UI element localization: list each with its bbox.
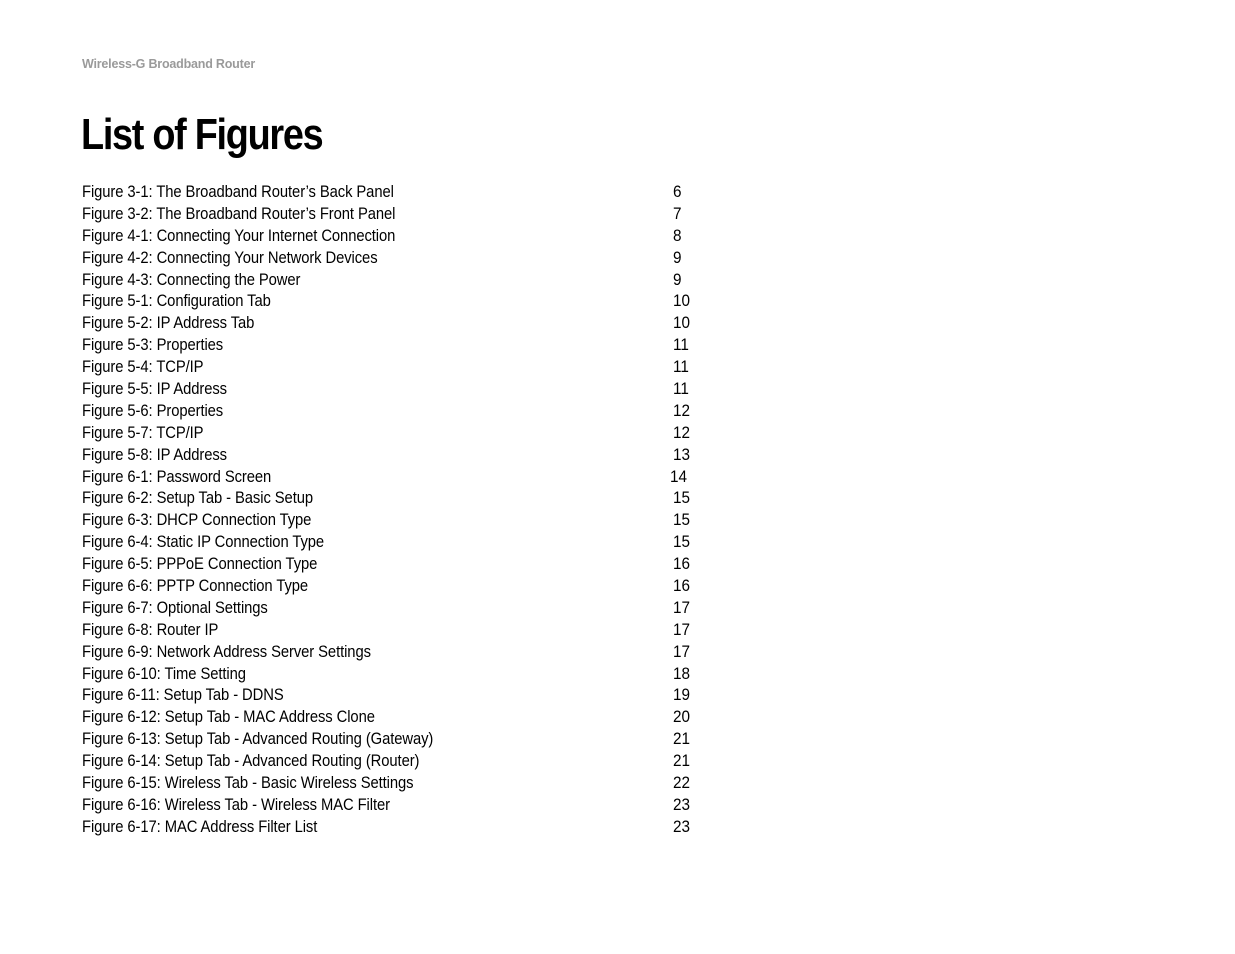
figure-page-number: 12 [673, 422, 691, 442]
list-item [82, 312, 722, 334]
figure-caption: Figure 4-1: Connecting Your Internet Connection [82, 225, 396, 245]
figure-page-number: 10 [673, 313, 691, 333]
figure-page-number: 12 [673, 400, 691, 420]
list-item [82, 378, 722, 400]
list-item [82, 531, 722, 553]
figure-page-number: 23 [673, 794, 691, 814]
list-item [82, 772, 722, 794]
figure-page-number: 20 [673, 707, 691, 727]
list-item [82, 575, 722, 597]
list-item [82, 663, 722, 685]
list-item [82, 509, 722, 531]
running-header: Wireless-G Broadband Router [82, 57, 255, 71]
figure-page-number: 11 [673, 379, 689, 399]
list-item [82, 466, 722, 488]
figure-caption: Figure 5-8: IP Address [82, 444, 227, 464]
figure-page-number: 15 [673, 510, 691, 530]
figure-caption: Figure 6-9: Network Address Server Settings [82, 641, 371, 661]
list-item [82, 553, 722, 575]
list-item [82, 684, 722, 706]
figure-page-number: 17 [673, 619, 691, 639]
figure-page-number: 10 [673, 291, 691, 311]
figure-page-number: 13 [673, 444, 691, 464]
figure-page-number: 21 [673, 751, 691, 771]
figure-caption: Figure 6-4: Static IP Connection Type [82, 532, 325, 552]
list-item [82, 290, 722, 312]
figure-caption: Figure 4-3: Connecting the Power [82, 269, 301, 289]
figure-page-number: 18 [673, 663, 691, 683]
figure-page-number: 15 [673, 488, 691, 508]
figure-caption: Figure 6-17: MAC Address Filter List [82, 816, 318, 836]
figure-caption: Figure 6-1: Password Screen [82, 466, 272, 486]
list-item [82, 356, 722, 378]
list-item [82, 247, 722, 269]
list-item [82, 400, 722, 422]
list-item [82, 597, 722, 619]
list-item [82, 619, 722, 641]
figure-page-number: 9 [673, 269, 682, 289]
figure-caption: Figure 6-3: DHCP Connection Type [82, 510, 312, 530]
figure-caption: Figure 6-5: PPPoE Connection Type [82, 554, 318, 574]
figure-caption: Figure 5-5: IP Address [82, 379, 227, 399]
figure-caption: Figure 6-8: Router IP [82, 619, 219, 639]
figure-page-number: 14 [670, 466, 688, 486]
figure-caption: Figure 6-12: Setup Tab - MAC Address Clone [82, 707, 375, 727]
figure-caption: Figure 5-6: Properties [82, 400, 224, 420]
figure-caption: Figure 5-2: IP Address Tab [82, 313, 255, 333]
figure-page-number: 21 [673, 729, 691, 749]
page-title: List of Figures [81, 110, 323, 159]
figure-caption: Figure 6-14: Setup Tab - Advanced Routing (Router) [82, 751, 420, 771]
figure-page-number: 7 [673, 203, 682, 223]
figure-caption: Figure 6-11: Setup Tab - DDNS [82, 685, 284, 705]
figure-caption: Figure 6-6: PPTP Connection Type [82, 576, 309, 596]
figure-page-number: 8 [673, 225, 682, 245]
list-item [82, 641, 722, 663]
figure-caption: Figure 6-10: Time Setting [82, 663, 246, 683]
figure-caption: Figure 6-2: Setup Tab - Basic Setup [82, 488, 313, 508]
figure-caption: Figure 5-7: TCP/IP [82, 422, 204, 442]
figure-caption: Figure 3-1: The Broadband Router’s Back Panel [82, 182, 394, 201]
figure-caption: Figure 5-3: Properties [82, 335, 224, 355]
figure-caption: Figure 6-15: Wireless Tab - Basic Wireless Settings [82, 773, 414, 793]
figure-list [82, 181, 722, 838]
figure-caption: Figure 6-7: Optional Settings [82, 597, 268, 617]
figure-page-number: 15 [673, 532, 691, 552]
figure-page-number: 22 [673, 773, 691, 793]
list-item [82, 422, 722, 444]
list-item [82, 816, 722, 838]
list-item [82, 444, 722, 466]
list-item [82, 794, 722, 816]
list-item [82, 269, 722, 291]
figure-page-number: 16 [673, 554, 691, 574]
list-item [82, 728, 722, 750]
figure-caption: Figure 3-2: The Broadband Router’s Front Panel [82, 203, 396, 223]
figure-caption: Figure 5-4: TCP/IP [82, 357, 204, 377]
list-item [82, 706, 722, 728]
list-item [82, 225, 722, 247]
figure-page-number: 6 [673, 182, 682, 201]
list-item [82, 203, 722, 225]
figure-page-number: 17 [673, 641, 691, 661]
figure-page-number: 9 [673, 247, 682, 267]
figure-caption: Figure 5-1: Configuration Tab [82, 291, 271, 311]
list-item [82, 181, 722, 203]
figure-page-number: 11 [673, 357, 689, 377]
list-item [82, 334, 722, 356]
figure-page-number: 17 [673, 597, 691, 617]
figure-page-number: 16 [673, 576, 691, 596]
figure-caption: Figure 6-13: Setup Tab - Advanced Routing (Gateway) [82, 729, 434, 749]
list-item [82, 487, 722, 509]
list-item [82, 750, 722, 772]
figure-caption: Figure 4-2: Connecting Your Network Devices [82, 247, 378, 267]
figure-page-number: 19 [673, 685, 691, 705]
figure-page-number: 11 [673, 335, 689, 355]
figure-caption: Figure 6-16: Wireless Tab - Wireless MAC Filter [82, 794, 390, 814]
figure-page-number: 23 [673, 816, 691, 836]
